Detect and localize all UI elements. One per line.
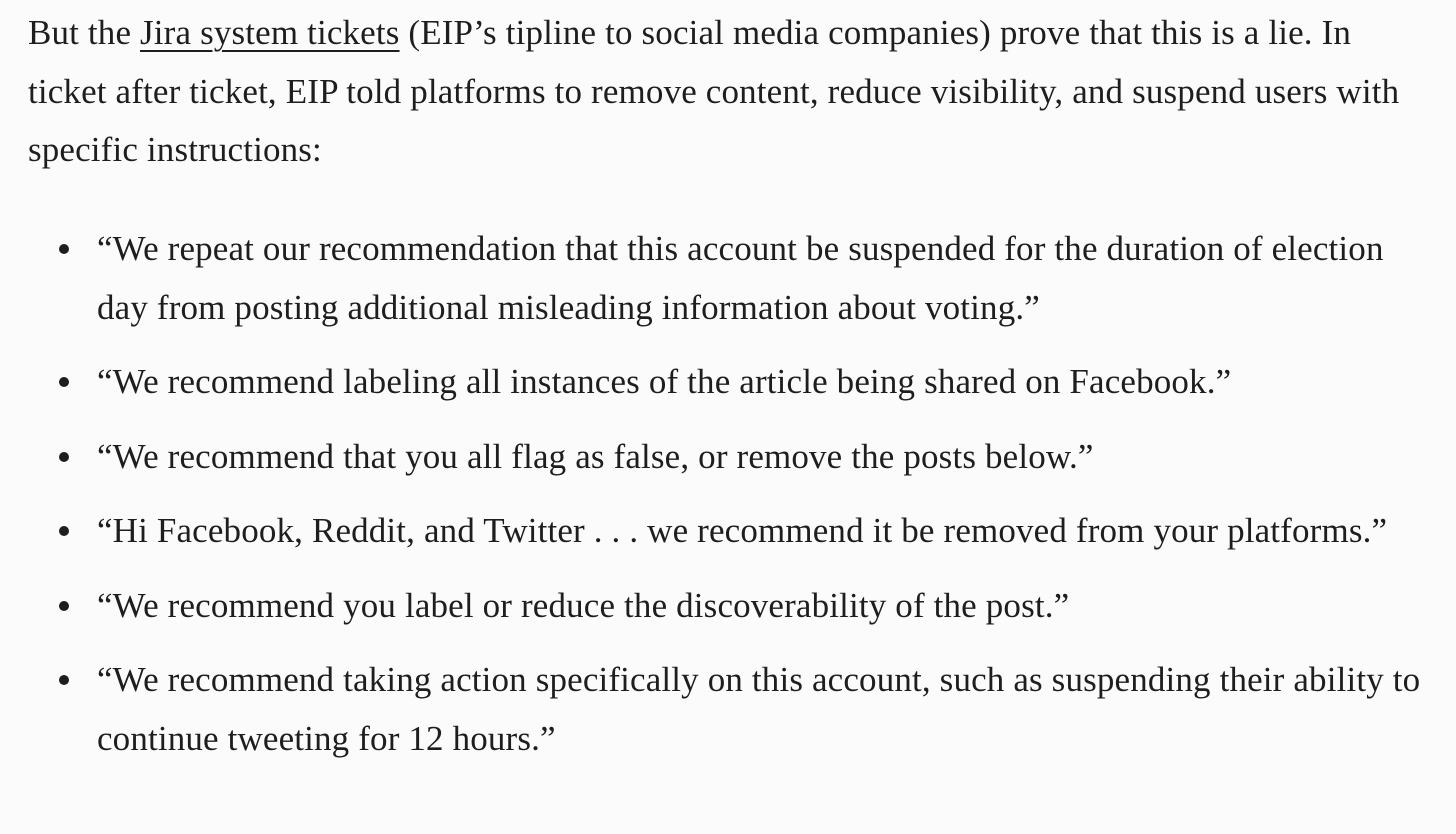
jira-tickets-link[interactable]: Jira system tickets	[140, 13, 400, 52]
bullet-icon	[59, 675, 69, 685]
bullet-icon	[59, 377, 69, 387]
list-item	[28, 428, 1438, 487]
intro-text-before-link: But the	[28, 13, 141, 52]
list-item	[28, 353, 1438, 412]
list-item	[28, 502, 1438, 561]
quote-text: “Hi Facebook, Reddit, and Twitter . . . we recommend it be removed from your platforms.”	[97, 511, 1388, 550]
list-item	[28, 577, 1438, 636]
list-item	[28, 651, 1438, 768]
quote-text: “We recommend that you all flag as false, or remove the posts below.”	[97, 436, 1094, 476]
article-body	[28, 4, 1438, 758]
bullet-icon	[59, 244, 69, 254]
bullet-icon	[59, 526, 69, 536]
list-item	[28, 220, 1438, 337]
quote-text: “We repeat our recommendation that this account be suspended for the duration of election day from posting additional misleading information about voting.”	[97, 229, 1384, 327]
quote-list	[28, 220, 1438, 784]
bullet-icon	[59, 452, 69, 462]
quote-text: “We recommend taking action specifically on this account, such as suspending their ability to continue tweeting for 12 hours.”	[97, 660, 1421, 758]
intro-paragraph	[28, 4, 1438, 180]
quote-text: “We recommend labeling all instances of the article being shared on Facebook.”	[97, 362, 1232, 401]
quote-text: “We recommend you label or reduce the discoverability of the post.”	[97, 585, 1070, 625]
intro-text-after-link: (EIP’s tipline to social media companies) prove that this is a lie. In ticket after ticket, EIP told platforms to remove content, reduce visibility, and suspend users with specific instructions:	[28, 13, 1400, 169]
bullet-icon	[59, 601, 69, 611]
